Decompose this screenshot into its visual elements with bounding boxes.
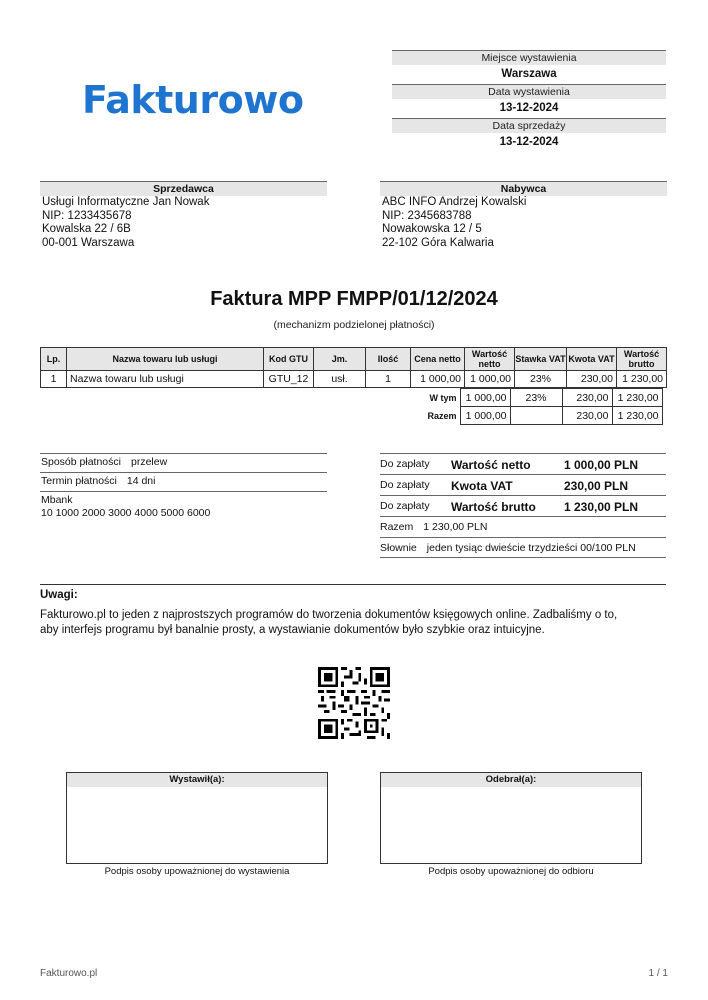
cell-net-value: 1 000,00 (465, 371, 515, 388)
seller-block (40, 181, 327, 250)
payment-method-value: przelew (130, 456, 168, 468)
payment-method-row (40, 453, 327, 472)
issuer-signature-caption: Podpis osoby upoważnionej do wystawienia (104, 866, 290, 877)
col-gross-value: Wartość brutto (617, 348, 667, 371)
footer-site: Fakturowo.pl (40, 968, 98, 979)
invoice-dates (392, 50, 666, 152)
due-vat-row (380, 474, 666, 495)
cell-vat-rate: 23% (515, 371, 567, 388)
buyer-street: Nowakowska 12 / 5 (382, 223, 482, 236)
footer-page-number: 1 / 1 (648, 968, 668, 979)
seller-street: Kowalska 22 / 6B (42, 223, 131, 236)
due-name: Wartość brutto (451, 500, 536, 514)
cell-lp: 1 (41, 371, 67, 388)
qr-code-icon (318, 667, 390, 739)
due-name: Kwota VAT (451, 479, 513, 493)
totals-table (40, 388, 663, 425)
col-gtu: Kod GTU (264, 348, 314, 371)
razem-gross: 1 230,00 (612, 407, 662, 425)
seller-nip: NIP: 1233435678 (42, 209, 132, 222)
invoice-subtitle: (mechanizm podzielonej płatności) (273, 319, 435, 331)
due-net-row (380, 453, 666, 474)
cell-name: Nazwa towaru lub usługi (67, 371, 264, 388)
due-words-row (380, 537, 666, 558)
due-words-label: Słownie (380, 542, 417, 554)
due-words-value: jeden tysiąc dwieście trzydzieści 00/100 PLN (426, 542, 636, 554)
payment-method-label: Sposób płatności (41, 456, 121, 468)
issue-date-label: Data wystawienia (392, 84, 666, 99)
col-lp: Lp. (41, 348, 67, 371)
col-net-value: Wartość netto (465, 348, 515, 371)
wtym-rate: 23% (510, 389, 562, 407)
place-label: Miejsce wystawienia (392, 50, 666, 65)
payment-term-label: Termin płatności (41, 475, 117, 487)
cell-gross-value: 1 230,00 (617, 371, 667, 388)
cell-vat-amount: 230,00 (567, 371, 617, 388)
razem-rate (510, 407, 562, 425)
due-total-label: Razem (380, 521, 414, 533)
issuer-signature (66, 772, 328, 877)
wtym-net: 1 000,00 (460, 389, 510, 407)
issue-date-value: 13-12-2024 (499, 102, 559, 114)
receiver-signature (380, 772, 642, 877)
sale-date-value: 13-12-2024 (499, 136, 559, 148)
wtym-vat: 230,00 (562, 389, 612, 407)
fakturowo-logo: Fakturowo (82, 78, 304, 122)
due-label: Do zapłaty (380, 500, 430, 512)
notes-line: aby interfejs programu był banalnie prosty, a wystawianie dokumentów było szybkie oraz intuicyjne. (40, 624, 545, 636)
col-vat-rate: Stawka VAT (515, 348, 567, 371)
buyer-block (380, 181, 667, 250)
table-row (41, 371, 667, 388)
buyer-nip: NIP: 2345683788 (382, 209, 472, 222)
due-name: Wartość netto (451, 458, 531, 472)
receiver-signature-heading: Odebrał(a): (381, 773, 641, 787)
items-table (40, 347, 667, 388)
due-gross-row (380, 495, 666, 516)
seller-name: Usługi Informatyczne Jan Nowak (42, 196, 210, 208)
sale-date-label: Data sprzedaży (392, 118, 666, 133)
wtym-label: W tym (429, 392, 457, 403)
bank-row (40, 491, 327, 523)
due-total-row (380, 516, 666, 537)
razem-net: 1 000,00 (460, 407, 510, 425)
amount-due (380, 453, 666, 558)
bank-name: Mbank (41, 494, 73, 506)
payment-details (40, 453, 327, 523)
col-vat-amount: Kwota VAT (567, 348, 617, 371)
due-total-value: 1 230,00 PLN (423, 521, 488, 533)
buyer-name: ABC INFO Andrzej Kowalski (382, 196, 527, 208)
seller-heading: Sprzedawca (40, 181, 327, 196)
cell-gtu: GTU_12 (264, 371, 314, 388)
due-value: 1 000,00 PLN (564, 458, 639, 472)
items-header-row (41, 348, 667, 371)
col-net-price: Cena netto (411, 348, 465, 371)
cell-net-price: 1 000,00 (411, 371, 465, 388)
cell-unit: usł. (314, 371, 366, 388)
due-label: Do zapłaty (380, 479, 430, 491)
due-value: 230,00 PLN (564, 479, 629, 493)
col-qty: Ilość (366, 348, 411, 371)
wtym-gross: 1 230,00 (612, 389, 662, 407)
bank-account: 10 1000 2000 3000 4000 5000 6000 (41, 507, 211, 519)
issuer-signature-heading: Wystawił(a): (67, 773, 327, 787)
notes-heading: Uwagi: (40, 589, 78, 601)
razem-vat: 230,00 (562, 407, 612, 425)
receiver-signature-caption: Podpis osoby upoważnionej do odbioru (428, 866, 594, 877)
due-value: 1 230,00 PLN (564, 500, 639, 514)
notes-section (40, 584, 666, 638)
due-label: Do zapłaty (380, 458, 430, 470)
buyer-heading: Nabywca (380, 181, 667, 196)
payment-term-value: 14 dni (126, 475, 156, 487)
issuer-signature-box (66, 772, 328, 864)
notes-text (40, 608, 666, 638)
seller-city: 00-001 Warszawa (42, 236, 135, 249)
razem-label: Razem (427, 410, 457, 421)
payment-term-row (40, 472, 327, 491)
col-unit: Jm. (314, 348, 366, 371)
invoice-title: Faktura MPP FMPP/01/12/2024 (210, 288, 498, 310)
razem-row (40, 407, 662, 425)
place-value: Warszawa (501, 68, 557, 80)
col-name: Nazwa towaru lub usługi (67, 348, 264, 371)
receiver-signature-box (380, 772, 642, 864)
cell-qty: 1 (366, 371, 411, 388)
buyer-city: 22-102 Góra Kalwaria (382, 236, 494, 249)
wtym-row (40, 389, 662, 407)
notes-line: Fakturowo.pl to jeden z najprostszych programów do tworzenia dokumentów księgowych online. Zadbaliśmy o to, (40, 609, 618, 621)
